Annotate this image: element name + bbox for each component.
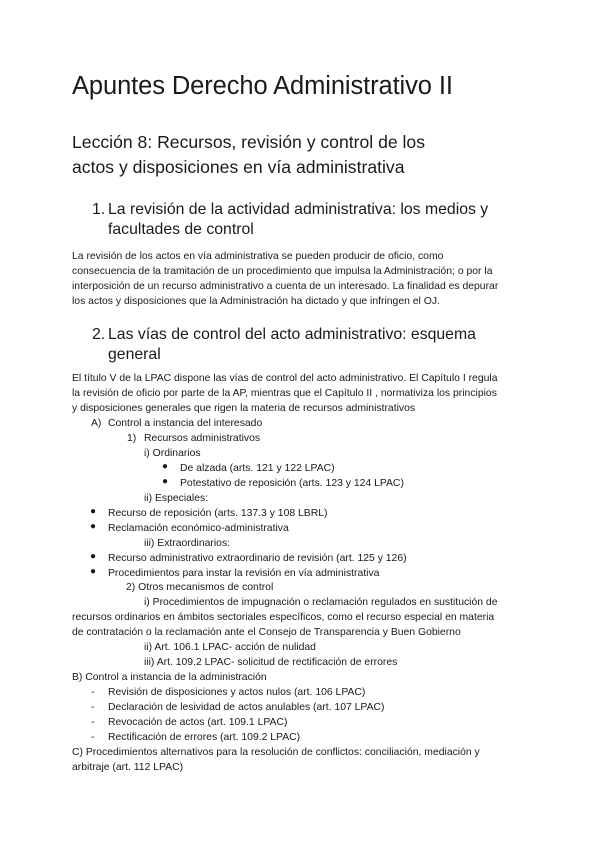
outline-b-text: B) Control a instancia de la administración xyxy=(72,672,267,683)
section2-paragraph-line: la revisión de oficio por parte de la AP, mientras que el Capítulo II , normativiza los principios xyxy=(72,388,497,399)
outline-b-item: Declaración de lesividad de actos anulables (art. 107 LPAC) xyxy=(108,702,385,713)
outline-b-item: Revisión de disposiciones y actos nulos (art. 106 LPAC) xyxy=(108,687,366,698)
document-title: Apuntes Derecho Administrativo II xyxy=(72,72,453,100)
outline-especiales: ii) Especiales: xyxy=(144,493,209,504)
outline-reclamacion: Reclamación económico-administrativa xyxy=(108,523,289,534)
dash-marker: - xyxy=(91,732,95,743)
outline-a1-label: 1) xyxy=(127,433,137,444)
bullet-icon: ● xyxy=(162,476,169,487)
outline-otros: 2) Otros mecanismos de control xyxy=(126,582,274,593)
section2-number: 2. xyxy=(92,326,106,343)
section1-paragraph-line: los actos y disposiciones que la Administración ha dictado y que infringen el OJ. xyxy=(72,296,440,307)
outline-art1092: iii) Art. 109.2 LPAC- solicitud de rectificación de errores xyxy=(144,657,398,668)
lesson-title-line1: Lección 8: Recursos, revisión y control de los xyxy=(72,132,426,152)
outline-c-line: C) Procedimientos alternativos para la resolución de conflictos: conciliación, mediación y xyxy=(72,747,480,758)
outline-c-line: arbitraje (art. 112 LPAC) xyxy=(72,762,184,773)
outline-b-item: Rectificación de errores (art. 109.2 LPAC) xyxy=(108,732,301,743)
outline-extraordinarios: iii) Extraordinarios: xyxy=(144,538,231,549)
section1-paragraph-line: interposición de un recurso administrativo a cuenta de un interesado. La finalidad es depurar xyxy=(72,281,499,292)
section2-paragraph-line: El título V de la LPAC dispone las vías de control del acto administrativo. El Capítulo I regula xyxy=(72,373,498,384)
section1-heading-line1: La revisión de la actividad administrativa: los medios y xyxy=(108,201,489,218)
section2-heading-line2: general xyxy=(108,346,161,363)
bullet-icon: ● xyxy=(90,521,97,532)
outline-b-item: Revocación de actos (art. 109.1 LPAC) xyxy=(108,717,288,728)
bullet-icon: ● xyxy=(90,506,97,517)
outline-impugnacion-line: recursos ordinarios en ámbitos sectoriales específicos, como el recurso especial en materia xyxy=(72,612,495,623)
outline-a-label: A) xyxy=(91,418,102,429)
dash-marker: - xyxy=(91,687,95,698)
bullet-icon: ● xyxy=(162,461,169,472)
outline-alzada: De alzada (arts. 121 y 122 LPAC) xyxy=(180,463,335,474)
outline-a-text: Control a instancia del interesado xyxy=(108,418,263,429)
outline-art1061: ii) Art. 106.1 LPAC- acción de nulidad xyxy=(144,642,316,653)
section1-paragraph-line: La revisión de los actos en vía administrativa se pueden producir de oficio, como xyxy=(72,251,444,262)
section1-number: 1. xyxy=(92,201,106,218)
outline-procedimientos-instar: Procedimientos para instar la revisión en vía administrativa xyxy=(108,568,380,579)
section1-paragraph-line: consecuencia de la tramitación de un procedimiento que impulsa la Administración; o por la xyxy=(72,266,493,277)
bullet-icon: ● xyxy=(90,566,97,577)
section1-heading-line2: facultades de control xyxy=(108,221,254,238)
lesson-title-line2: actos y disposiciones en vía administrativa xyxy=(72,157,405,177)
outline-impugnacion-line: de contratación o la reclamación ante el Consejo de Transparencia y Buen Gobierno xyxy=(72,627,461,638)
outline-extraordinario-revision: Recurso administrativo extraordinario de revisión (art. 125 y 126) xyxy=(108,553,407,564)
outline-impugnacion-line: i) Procedimientos de impugnación o reclamación regulados en sustitución de xyxy=(144,597,498,608)
section2-heading-line1: Las vías de control del acto administrativo: esquema xyxy=(108,326,476,343)
outline-ordinarios: i) Ordinarios xyxy=(144,448,201,459)
outline-a1-text: Recursos administrativos xyxy=(144,433,261,444)
bullet-icon: ● xyxy=(90,551,97,562)
dash-marker: - xyxy=(91,702,95,713)
outline-potestativo: Potestativo de reposición (arts. 123 y 124 LPAC) xyxy=(180,478,404,489)
dash-marker: - xyxy=(91,717,95,728)
outline-reposicion: Recurso de reposición (arts. 137.3 y 108 LBRL) xyxy=(108,508,328,519)
section2-paragraph-line: y disposiciones generales que rigen la materia de recursos administrativos xyxy=(72,403,416,414)
